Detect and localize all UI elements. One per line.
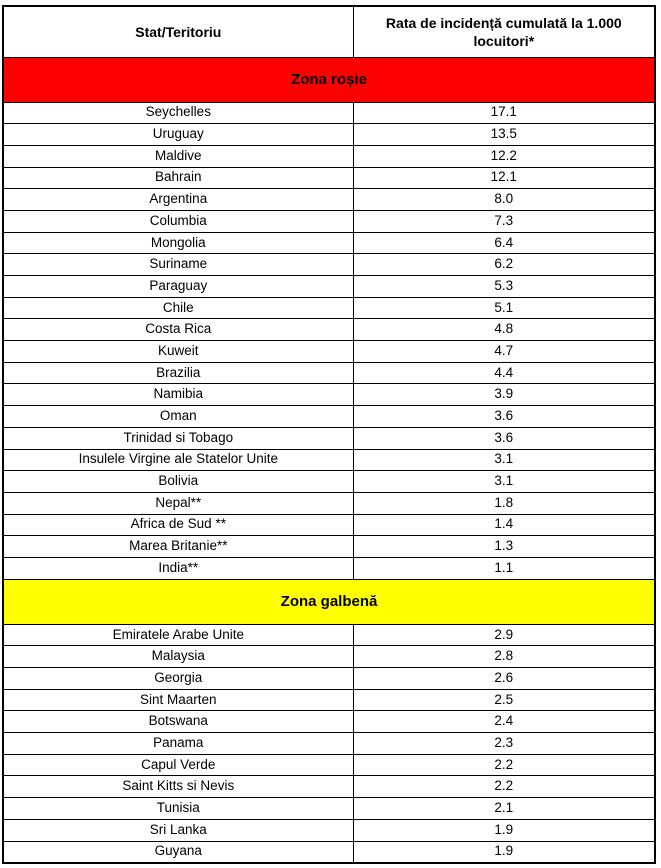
rate-cell: 2.2 (353, 754, 655, 776)
table-row (3, 124, 655, 146)
rate-cell: 4.7 (353, 341, 655, 363)
country-cell: Georgia (3, 668, 353, 690)
country-cell: Botswana (3, 711, 353, 733)
zone-band-row (3, 579, 655, 624)
table-row (3, 668, 655, 690)
rate-cell: 6.2 (353, 254, 655, 276)
table-row (3, 624, 655, 646)
country-cell: Africa de Sud ** (3, 514, 353, 536)
country-cell: Seychelles (3, 102, 353, 124)
table-row (3, 471, 655, 493)
table-row (3, 689, 655, 711)
country-cell: Marea Britanie** (3, 536, 353, 558)
rate-cell: 5.1 (353, 297, 655, 319)
table-row (3, 776, 655, 798)
country-cell: Guyana (3, 841, 353, 863)
country-cell: Sint Maarten (3, 689, 353, 711)
country-cell: Chile (3, 297, 353, 319)
country-cell: Mongolia (3, 232, 353, 254)
country-cell: Costa Rica (3, 319, 353, 341)
rate-cell: 1.1 (353, 557, 655, 579)
rate-cell: 2.3 (353, 733, 655, 755)
table-row (3, 841, 655, 863)
country-cell: Saint Kitts si Nevis (3, 776, 353, 798)
table-row (3, 189, 655, 211)
rate-cell: 17.1 (353, 102, 655, 124)
country-cell: Oman (3, 406, 353, 428)
table-row (3, 819, 655, 841)
country-cell: Suriname (3, 254, 353, 276)
table-row (3, 384, 655, 406)
table-row (3, 733, 655, 755)
table-row (3, 427, 655, 449)
country-cell: Brazilia (3, 362, 353, 384)
country-cell: Panama (3, 733, 353, 755)
country-cell: India** (3, 557, 353, 579)
rate-cell: 2.9 (353, 624, 655, 646)
country-cell: Nepal** (3, 492, 353, 514)
table-row (3, 362, 655, 384)
rate-cell: 1.4 (353, 514, 655, 536)
country-cell: Emiratele Arabe Unite (3, 624, 353, 646)
incidence-table (2, 5, 656, 864)
rate-cell: 4.8 (353, 319, 655, 341)
header-row (3, 6, 655, 57)
rate-cell: 3.6 (353, 427, 655, 449)
country-cell: Tunisia (3, 798, 353, 820)
rate-cell: 3.6 (353, 406, 655, 428)
country-cell: Bahrain (3, 167, 353, 189)
country-cell: Sri Lanka (3, 819, 353, 841)
country-cell: Malaysia (3, 646, 353, 668)
rate-cell: 4.4 (353, 362, 655, 384)
country-cell: Argentina (3, 189, 353, 211)
rate-cell: 12.1 (353, 167, 655, 189)
zone-band-label: Zona galbenă (3, 579, 655, 624)
table-row (3, 102, 655, 124)
column-header-rate: Rata de incidență cumulată la 1.000 locuitori* (353, 6, 655, 57)
country-cell: Insulele Virgine ale Statelor Unite (3, 449, 353, 471)
rate-cell: 1.9 (353, 841, 655, 863)
table-row (3, 754, 655, 776)
zone-band-row (3, 57, 655, 102)
table-row (3, 536, 655, 558)
rate-cell: 2.2 (353, 776, 655, 798)
rate-cell: 5.3 (353, 276, 655, 298)
rate-cell: 13.5 (353, 124, 655, 146)
rate-cell: 6.4 (353, 232, 655, 254)
rate-cell: 2.5 (353, 689, 655, 711)
table-row (3, 798, 655, 820)
rate-cell: 2.8 (353, 646, 655, 668)
country-cell: Trinidad si Tobago (3, 427, 353, 449)
zone-band-label: Zona roșie (3, 57, 655, 102)
country-cell: Bolivia (3, 471, 353, 493)
table-row (3, 406, 655, 428)
rate-cell: 12.2 (353, 145, 655, 167)
table-row (3, 341, 655, 363)
table-row (3, 167, 655, 189)
table-row (3, 646, 655, 668)
country-cell: Columbia (3, 210, 353, 232)
table-row (3, 711, 655, 733)
country-cell: Paraguay (3, 276, 353, 298)
table-row (3, 145, 655, 167)
table-row (3, 449, 655, 471)
table-row (3, 557, 655, 579)
country-cell: Capul Verde (3, 754, 353, 776)
rate-cell: 1.8 (353, 492, 655, 514)
table-row (3, 232, 655, 254)
rate-cell: 8.0 (353, 189, 655, 211)
rate-cell: 1.3 (353, 536, 655, 558)
country-cell: Kuweit (3, 341, 353, 363)
rate-cell: 2.6 (353, 668, 655, 690)
table-row (3, 276, 655, 298)
rate-cell: 3.9 (353, 384, 655, 406)
table-row (3, 254, 655, 276)
rate-cell: 1.9 (353, 819, 655, 841)
country-cell: Uruguay (3, 124, 353, 146)
column-header-state: Stat/Teritoriu (3, 6, 353, 57)
rate-cell: 3.1 (353, 449, 655, 471)
table-row (3, 210, 655, 232)
table-row (3, 492, 655, 514)
table-row (3, 514, 655, 536)
rate-cell: 3.1 (353, 471, 655, 493)
country-cell: Maldive (3, 145, 353, 167)
table-row (3, 319, 655, 341)
country-cell: Namibia (3, 384, 353, 406)
table-row (3, 297, 655, 319)
rate-cell: 7.3 (353, 210, 655, 232)
rate-cell: 2.4 (353, 711, 655, 733)
rate-cell: 2.1 (353, 798, 655, 820)
